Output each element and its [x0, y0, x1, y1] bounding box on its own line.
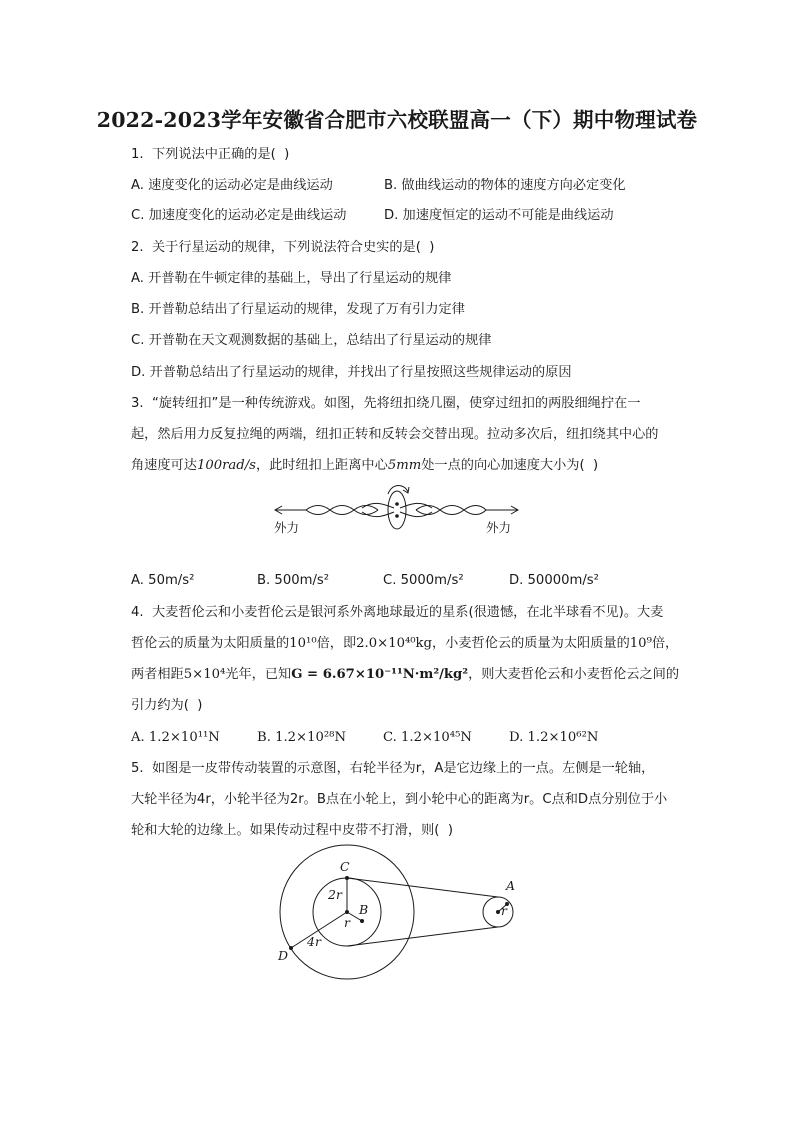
q3-option-b[interactable]: B. 500m/s²: [257, 573, 330, 588]
q4-mass-large: 2.0×10⁴⁰kg: [356, 636, 432, 651]
q4-line-1: 4. 大麦哲伦云和小麦哲伦云是银河系外离地球最近的星系(很遗憾，在北半球看不见)。大麦: [131, 605, 664, 620]
label-4r: 4r: [307, 934, 321, 949]
point-b: [360, 919, 364, 923]
button-hole-bottom: [395, 514, 399, 518]
twisted-cord-left: [306, 506, 378, 515]
q1-options-row1: [131, 177, 626, 195]
q4-line-2a: 哲伦云的质量为太阳质量的: [131, 636, 290, 651]
button-spin-figure: [270, 484, 530, 536]
belt-drive-figure: [270, 853, 530, 965]
q2-stem: 2. 关于行星运动的规律，下列说法符合史实的是( ): [131, 240, 435, 255]
q4-gravitational-constant: G = 6.67×10⁻¹¹N·m²/kg²: [291, 667, 469, 682]
belt-bottom: [347, 927, 498, 946]
button-disc: [388, 491, 406, 529]
point-d: [289, 946, 293, 950]
q4-line-2: [131, 635, 678, 653]
rotation-arrow: [388, 485, 408, 494]
center-right: [496, 910, 500, 914]
q5-line-3: 轮和大轮的边缘上。如果传动过程中皮带不打滑，则( ): [131, 823, 453, 838]
point-c: [345, 876, 349, 880]
center-left: [345, 910, 349, 914]
q4-line-2c: ，小麦哲伦云的质量为太阳质量的: [431, 636, 630, 651]
q3-line-3b: ，此时纽扣上距离中心: [255, 458, 388, 473]
left-force-label: 外力: [274, 520, 300, 535]
q3-distance: 5mm: [387, 458, 422, 473]
button-hole-top: [395, 502, 399, 506]
q4-distance: 5×10⁴: [183, 667, 226, 682]
cord-into-button-top: [362, 503, 394, 508]
q1-options-row2: [131, 207, 614, 225]
q4-line-3c: ，则大麦哲伦云和小麦哲伦云之间的: [468, 667, 680, 682]
q4-option-c[interactable]: C. 1.2×10⁴⁵N: [383, 730, 472, 745]
q5-line-1: 5. 如图是一皮带传动装置的示意图，右轮半径为r，A是它边缘上的一点。左侧是一轮轴，: [131, 761, 655, 776]
q1-stem: 1. 下列说法中正确的是( ): [131, 147, 290, 162]
q1-option-b[interactable]: B. 做曲线运动的物体的速度方向必定变化: [384, 178, 626, 193]
q4-line-3: [131, 666, 679, 684]
q4-line-2b: 倍，即: [316, 636, 357, 651]
rotation-arrowhead: [403, 487, 409, 493]
q4-option-d[interactable]: D. 1.2×10⁶²N: [509, 730, 599, 745]
label-a: A: [506, 878, 516, 893]
q2-option-d[interactable]: D. 开普勒总结出了行星运动的规律，并找出了行星按照这些规律运动的原因: [131, 365, 572, 380]
q3-line-1: 3. “旋转纽扣”是一种传统游戏。如图，先将纽扣绕几圈，使穿过纽扣的两股细绳拧在一: [131, 396, 641, 411]
right-force-label: 外力: [486, 520, 512, 535]
q3-option-a[interactable]: A. 50m/s²: [131, 573, 195, 588]
q1-option-d[interactable]: D. 加速度恒定的运动不可能是曲线运动: [384, 208, 614, 223]
q4-line-2d: 倍，: [651, 636, 679, 651]
twisted-cord-left-2: [306, 506, 378, 515]
q3-line-2: 起，然后用力反复拉绳的两端，纽扣正转和反转会交替出现。拉动多次后，纽扣绕其中心的: [131, 427, 659, 442]
q3-line-3a: 角速度可达: [131, 458, 197, 473]
cord-into-button-bottom: [362, 512, 394, 517]
q1-option-a[interactable]: A. 速度变化的运动必定是曲线运动: [131, 178, 333, 193]
label-r-center: r: [344, 915, 350, 930]
q4-option-a[interactable]: A. 1.2×10¹¹N: [131, 730, 220, 745]
q4-line-3b: 光年，已知: [225, 667, 292, 682]
twisted-cord-right: [416, 506, 486, 515]
q2-option-a[interactable]: A. 开普勒在牛顿定律的基础上，导出了行星运动的规律: [131, 271, 452, 286]
belt-top: [347, 878, 498, 897]
q4-options: [131, 729, 598, 747]
q4-mass-ratio-large: 10¹⁰: [289, 636, 317, 651]
q3-line-3: [131, 457, 598, 475]
page-title: 2022-2023学年安徽省合肥市六校联盟高一（下）期中物理试卷: [96, 108, 698, 132]
label-c: C: [340, 859, 350, 874]
label-r-right: r: [501, 903, 507, 918]
q3-options: [131, 572, 599, 590]
q5-line-2: 大轮半径为4r，小轮半径为2r。B点在小轮上，到小轮中心的距离为r。C点和D点分别位于小: [131, 792, 668, 807]
q3-omega: 100rad/s: [196, 458, 256, 473]
q4-mass-ratio-small: 10⁹: [629, 636, 652, 651]
q4-option-b[interactable]: B. 1.2×10²⁸N: [257, 730, 346, 745]
q4-line-3a: 两者相距: [131, 667, 184, 682]
q3-line-3c: 处一点的向心加速度大小为( ): [421, 458, 599, 473]
q4-line-4: 引力约为( ): [131, 698, 203, 713]
label-b: B: [359, 902, 369, 917]
q1-option-c[interactable]: C. 加速度变化的运动必定是曲线运动: [131, 208, 347, 223]
q2-option-c[interactable]: C. 开普勒在天文观测数据的基础上，总结出了行星运动的规律: [131, 333, 492, 348]
q3-option-c[interactable]: C. 5000m/s²: [383, 573, 464, 588]
label-2r: 2r: [328, 887, 342, 902]
q2-option-b[interactable]: B. 开普勒总结出了行星运动的规律，发现了万有引力定律: [131, 302, 465, 317]
twisted-cord-right-2: [416, 506, 486, 515]
label-d: D: [278, 948, 289, 963]
q3-option-d[interactable]: D. 50000m/s²: [509, 573, 599, 588]
